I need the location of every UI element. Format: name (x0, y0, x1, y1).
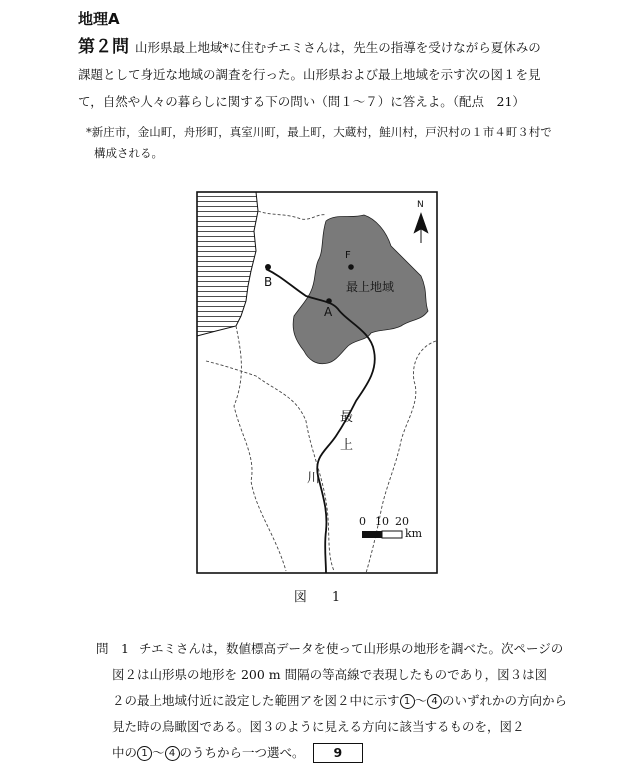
point-a (326, 298, 332, 304)
intro-text-1: 山形県最上地域*に住むチエミさんは，先生の指導を受けながら夏休みの (135, 40, 541, 55)
intro-line-2: 課題として身近な地域の調査を行った。山形県および最上地域を示す次の図１を見 (78, 67, 541, 82)
q1-line-1 (96, 636, 586, 662)
q1-line-3 (96, 688, 586, 714)
north-label: N (417, 200, 424, 210)
question-1 (96, 636, 586, 766)
answer-box[interactable]: 9 (313, 743, 364, 763)
footnote (86, 122, 576, 164)
intro-line-1 (78, 34, 578, 61)
intro-line-3: て，自然や人々の暮らしに関する下の問い（問１～７）に答えよ。（配点 21） (78, 94, 525, 109)
label-region: 最上地域 (346, 280, 395, 294)
point-b (265, 264, 271, 270)
label-b: B (264, 275, 273, 289)
label-river-1: 最 (340, 410, 354, 425)
tilde-2: ～ (152, 745, 165, 760)
figure-caption: 図 1 (293, 590, 347, 605)
q1-text-5a: 中の (112, 745, 138, 760)
label-a: A (324, 305, 333, 319)
scale-unit: km (405, 527, 423, 540)
choice-4-marker-2: 4 (165, 746, 180, 761)
scale-tick-20: 20 (395, 515, 409, 528)
figure-1-map (196, 191, 438, 574)
footnote-line-2: 構成される。 (94, 146, 163, 160)
q1-text-1: チエミさんは，数値標高データを使って山形県の地形を調べた。次ページの (138, 641, 564, 656)
question-intro (78, 34, 578, 115)
scale-bar (362, 531, 402, 538)
q1-line-5 (96, 740, 586, 766)
subject-heading: 地理A (78, 10, 120, 28)
label-f: F (345, 250, 351, 261)
question-number: 第２問 (78, 37, 129, 57)
choice-4-marker: 4 (427, 694, 442, 709)
footnote-line-1: *新庄市，金山町，舟形町，真室川町，最上町，大蔵村，鮭川村，戸沢村の１市４町３村で (86, 125, 552, 139)
label-river-2: 上 (340, 438, 354, 453)
q1-line-4: 見た時の鳥瞰図である。図３のように見える方向に該当するものを，図２ (112, 719, 525, 734)
q1-label: 問 1 (96, 641, 129, 656)
q1-text-3b: のいずれかの方向から (442, 693, 568, 708)
point-f (348, 264, 354, 270)
q1-text-3a: ２の最上地域付近に設定した範囲アを図２中に示す (112, 693, 400, 708)
scale-tick-10: 10 (375, 515, 389, 528)
choice-1-marker: 1 (400, 694, 415, 709)
scale-tick-0: 0 (359, 515, 366, 528)
tilde-1: ～ (414, 693, 428, 708)
q1-text-5b: のうちから一つ選べ。 (179, 745, 305, 760)
label-river-3: 川 (307, 471, 321, 486)
choice-1-marker-2: 1 (137, 746, 152, 761)
q1-line-2: 図２は山形県の地形を 200 m 間隔の等高線で表現したものであり，図３は図 (112, 667, 548, 682)
